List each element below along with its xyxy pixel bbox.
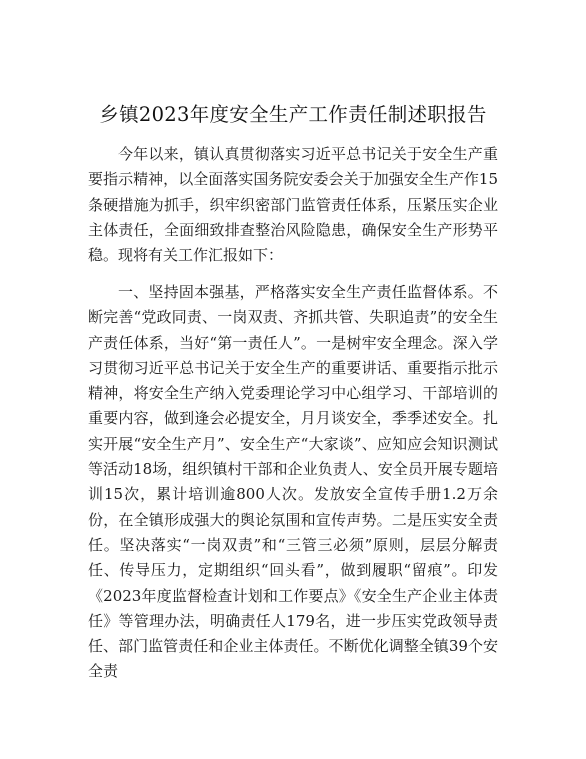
section-one-paragraph: 一、坚持固本强基，严格落实安全生产责任监督体系。不断完善“党政同责、一岗双责、齐抓共管、失职追责”的安全生产责任体系，当好“第一责任人”。一是树牢安全理念。深入学习贯彻习近平总书记关于安全生产的重要讲话、重要指示批示精神，将安全生产纳入党委理论学习中心组学习、干部培训的重要内容，做到逢会必提安全，月月谈安全，季季述安全。扎实开展“安全生产月”、安全生产“大家谈”、应知应会知识测试等活动18场，组织镇村干部和企业负责人、安全员开展专题培训15次，累计培训逾800人次。发放安全宣传手册1.2万余份，在全镇形成强大的舆论氛围和宣传声势。二是压实安全责任。坚决落实“一岗双责”和“三管三必须”原则，层层分解责任、传导压力，定期组织“回头看”，做到履职“留痕”。印发《2023年度监督检查计划和工作要点》《安全生产企业主体责任》等管理办法，明确责任人179名，进一步压实党政领导责任、部门监管责任和企业主体责任。不断优化调整全镇39个安全责 [88,283,498,681]
document-title: 乡镇2023年度安全生产工作责任制述职报告 [99,103,487,126]
intro-paragraph: 今年以来，镇认真贯彻落实习近平总书记关于安全生产重要指示精神，以全面落实国务院安委会关于加强安全生产作15条硬措施为抓手，织牢织密部门监管责任体系，压紧压实企业主体责任，全面细致排查整治风险隐患，确保安全生产形势平稳。现将有关工作汇报如下： [88,145,498,265]
